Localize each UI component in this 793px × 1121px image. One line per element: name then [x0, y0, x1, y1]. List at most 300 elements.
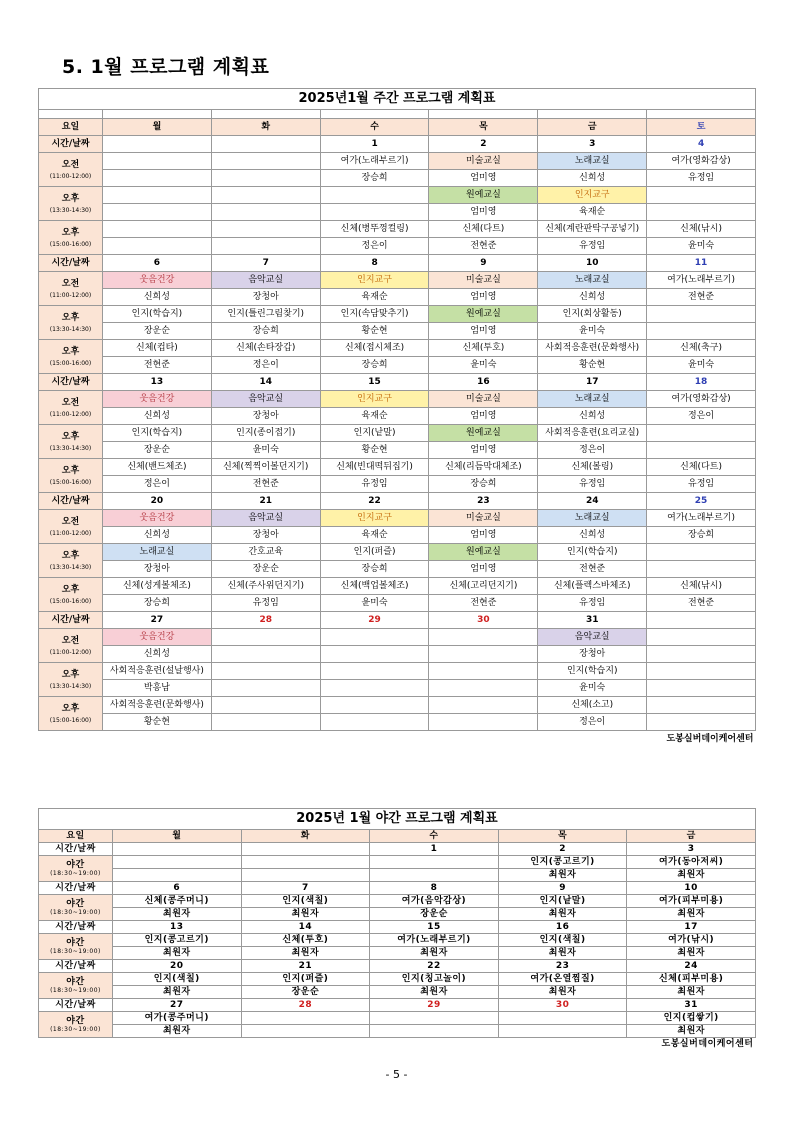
program-cell: 원예교실 — [429, 544, 538, 561]
date-cell: 16 — [498, 921, 627, 934]
slot-name: 오전 — [61, 517, 80, 527]
program-cell: 원예교실 — [429, 425, 538, 442]
program-cell: 음악교실 — [211, 510, 320, 527]
staff-cell: 장승희 — [320, 357, 429, 374]
program-cell: 사회적응훈련(문화행사) — [538, 340, 647, 357]
header-cell: 화 — [211, 119, 320, 136]
staff-cell: 정은이 — [320, 238, 429, 255]
program-cell: 여가(음악감상) — [370, 895, 499, 908]
staff-cell: 전현준 — [211, 476, 320, 493]
staff-cell: 정은이 — [538, 442, 647, 459]
program-cell — [647, 663, 756, 680]
program-cell: 신체(콩주머니) — [113, 895, 242, 908]
date-cell: 3 — [627, 843, 756, 856]
program-row — [39, 187, 756, 204]
date-cell: 18 — [647, 374, 756, 391]
staff-cell: 전현준 — [429, 595, 538, 612]
time-slot-label — [39, 221, 103, 255]
staff-cell — [320, 204, 429, 221]
date-cell: 30 — [429, 612, 538, 629]
night-program-table — [38, 808, 756, 1050]
program-cell: 신체(다트) — [429, 221, 538, 238]
staff-cell: 황순현 — [320, 442, 429, 459]
program-cell — [211, 187, 320, 204]
program-cell — [211, 153, 320, 170]
date-cell: 23 — [498, 960, 627, 973]
date-cell: 10 — [627, 882, 756, 895]
program-cell: 사회적응훈련(문화행사) — [103, 697, 212, 714]
program-row — [39, 153, 756, 170]
program-cell — [370, 856, 499, 869]
staff-row — [39, 408, 756, 425]
staff-cell: 최원자 — [113, 1025, 242, 1038]
staff-row — [39, 289, 756, 306]
date-cell: 24 — [627, 960, 756, 973]
staff-cell: 윤미숙 — [647, 357, 756, 374]
center-name-footer: 도봉실버데이케어센터 — [666, 733, 754, 744]
staff-cell: 최원자 — [370, 986, 499, 999]
date-cell: 21 — [211, 493, 320, 510]
program-cell: 인지교구 — [538, 187, 647, 204]
staff-cell: 최원자 — [113, 986, 242, 999]
program-cell: 신체(투호) — [429, 340, 538, 357]
date-cell: 17 — [538, 374, 647, 391]
program-cell — [647, 187, 756, 204]
program-cell: 미술교실 — [429, 153, 538, 170]
date-cell: 31 — [538, 612, 647, 629]
staff-cell: 신희성 — [538, 527, 647, 544]
spacer-cell — [538, 110, 647, 119]
staff-cell — [211, 170, 320, 187]
program-row — [39, 895, 756, 908]
slot-name: 야간 — [66, 859, 85, 870]
slot-time: (18:30~19:00) — [50, 986, 101, 994]
program-cell: 신체(성게볼체조) — [103, 578, 212, 595]
staff-cell: 전현준 — [647, 595, 756, 612]
program-row — [39, 934, 756, 947]
slot-time: (18:30~19:00) — [50, 1025, 101, 1033]
date-cell: 1 — [370, 843, 499, 856]
date-label: 시간/날짜 — [39, 374, 103, 391]
staff-cell: 엄미영 — [429, 323, 538, 340]
date-label: 시간/날짜 — [39, 999, 113, 1012]
program-cell: 사회적응훈련(설날행사) — [103, 663, 212, 680]
program-cell: 여가(영화감상) — [647, 153, 756, 170]
staff-cell: 신희성 — [103, 646, 212, 663]
program-cell: 인지(학습지) — [103, 425, 212, 442]
slot-name: 오후 — [61, 704, 80, 714]
slot-time: (11:00-12:00) — [49, 173, 92, 180]
slot-name: 오후 — [61, 313, 80, 323]
date-cell: 7 — [211, 255, 320, 272]
program-cell — [103, 187, 212, 204]
staff-cell — [320, 646, 429, 663]
slot-time: (13:30-14:30) — [49, 564, 92, 571]
staff-cell — [103, 170, 212, 187]
program-cell: 신체(계란판탁구공넣기) — [538, 221, 647, 238]
time-slot-label — [39, 697, 103, 731]
staff-cell: 신희성 — [538, 170, 647, 187]
staff-cell: 황순현 — [538, 357, 647, 374]
slot-name: 오후 — [61, 228, 80, 238]
time-slot-label — [39, 391, 103, 425]
program-cell: 웃음건강 — [103, 510, 212, 527]
date-cell: 14 — [241, 921, 370, 934]
program-cell: 음악교실 — [211, 272, 320, 289]
staff-cell: 장운순 — [103, 442, 212, 459]
date-cell: 14 — [211, 374, 320, 391]
staff-cell — [647, 323, 756, 340]
slot-time: (13:30-14:30) — [49, 207, 92, 214]
program-cell: 인지(콩고르기) — [113, 934, 242, 947]
program-cell: 여가(노래부르기) — [320, 153, 429, 170]
program-cell: 웃음건강 — [103, 629, 212, 646]
staff-cell — [211, 646, 320, 663]
slot-name: 야간 — [66, 898, 85, 909]
header-cell: 월 — [113, 830, 242, 843]
date-cell: 6 — [103, 255, 212, 272]
program-cell: 노래교실 — [103, 544, 212, 561]
night-table-title: 2025년 1월 야간 프로그램 계획표 — [38, 808, 756, 829]
date-label: 시간/날짜 — [39, 960, 113, 973]
program-row — [39, 221, 756, 238]
date-cell — [103, 136, 212, 153]
staff-row — [39, 323, 756, 340]
staff-cell: 신희성 — [538, 289, 647, 306]
date-cell — [241, 843, 370, 856]
date-label: 시간/날짜 — [39, 843, 113, 856]
program-cell — [647, 425, 756, 442]
date-cell: 25 — [647, 493, 756, 510]
staff-cell: 정은이 — [538, 714, 647, 731]
staff-cell — [241, 1025, 370, 1038]
staff-cell: 장청아 — [211, 289, 320, 306]
program-cell — [211, 697, 320, 714]
staff-cell: 엄미영 — [429, 527, 538, 544]
date-label: 시간/날짜 — [39, 882, 113, 895]
program-cell: 신체(축구) — [647, 340, 756, 357]
program-cell — [320, 663, 429, 680]
slot-name: 오전 — [61, 279, 80, 289]
program-cell: 인지(퍼즐) — [320, 544, 429, 561]
staff-cell — [647, 714, 756, 731]
staff-cell: 최원자 — [498, 869, 627, 882]
program-cell: 미술교실 — [429, 391, 538, 408]
staff-cell — [113, 869, 242, 882]
program-cell — [647, 629, 756, 646]
staff-cell: 전현준 — [538, 561, 647, 578]
date-row — [39, 612, 756, 629]
program-cell: 음악교실 — [538, 629, 647, 646]
staff-cell: 장승희 — [211, 323, 320, 340]
staff-cell — [647, 680, 756, 697]
program-cell — [211, 221, 320, 238]
program-cell: 여가(노래부르기) — [647, 272, 756, 289]
program-row — [39, 272, 756, 289]
staff-cell — [429, 680, 538, 697]
program-cell: 신체(밴드체조) — [103, 459, 212, 476]
slot-time: (15:00-16:00) — [49, 241, 92, 248]
program-cell: 인지(학습지) — [538, 544, 647, 561]
staff-cell: 전현준 — [647, 289, 756, 306]
staff-cell: 장운순 — [211, 561, 320, 578]
date-cell: 31 — [627, 999, 756, 1012]
staff-row — [39, 476, 756, 493]
staff-cell — [320, 714, 429, 731]
date-cell: 4 — [647, 136, 756, 153]
staff-cell — [370, 1025, 499, 1038]
staff-cell: 황순현 — [103, 714, 212, 731]
header-cell: 수 — [370, 830, 499, 843]
time-slot-label — [39, 510, 103, 544]
staff-cell: 정은이 — [647, 408, 756, 425]
time-slot-label — [39, 895, 113, 921]
staff-cell: 장운순 — [241, 986, 370, 999]
program-row — [39, 1012, 756, 1025]
staff-cell: 육재순 — [320, 408, 429, 425]
program-cell: 신체(플렉스바체조) — [538, 578, 647, 595]
date-cell — [113, 843, 242, 856]
staff-cell: 육재순 — [320, 527, 429, 544]
spacer-cell — [429, 110, 538, 119]
staff-cell: 윤미숙 — [538, 323, 647, 340]
spacer-cell — [647, 110, 756, 119]
staff-cell: 유정임 — [538, 238, 647, 255]
staff-cell: 최원자 — [113, 908, 242, 921]
staff-row — [39, 646, 756, 663]
slot-name: 오전 — [61, 636, 80, 646]
slot-time: (18:30~19:00) — [50, 908, 101, 916]
program-cell: 인지(틀린그림찾기) — [211, 306, 320, 323]
header-cell: 목 — [429, 119, 538, 136]
program-cell: 미술교실 — [429, 510, 538, 527]
slot-time: (11:00-12:00) — [49, 649, 92, 656]
slot-time: (11:00-12:00) — [49, 411, 92, 418]
center-name-footer: 도봉실버데이케어센터 — [661, 1038, 754, 1049]
program-cell — [211, 663, 320, 680]
staff-cell — [103, 238, 212, 255]
date-cell: 29 — [320, 612, 429, 629]
time-slot-label — [39, 1012, 113, 1038]
spacer-cell — [103, 110, 212, 119]
time-slot-label — [39, 340, 103, 374]
night-schedule-grid — [38, 829, 756, 1050]
staff-cell: 장승희 — [320, 561, 429, 578]
staff-cell — [429, 646, 538, 663]
date-cell: 21 — [241, 960, 370, 973]
date-cell: 20 — [113, 960, 242, 973]
date-cell: 7 — [241, 882, 370, 895]
staff-cell: 장청아 — [211, 527, 320, 544]
spacer-cell — [320, 110, 429, 119]
slot-name: 오후 — [61, 585, 80, 595]
date-row — [39, 843, 756, 856]
staff-cell: 최원자 — [627, 1025, 756, 1038]
page-number: - 5 - — [385, 1068, 408, 1081]
time-slot-label — [39, 578, 103, 612]
program-cell: 여가(동아저씨) — [627, 856, 756, 869]
date-cell: 30 — [498, 999, 627, 1012]
date-label: 시간/날짜 — [39, 921, 113, 934]
slot-name: 오후 — [61, 194, 80, 204]
program-cell: 인지교구 — [320, 272, 429, 289]
date-cell: 28 — [241, 999, 370, 1012]
program-cell: 노래교실 — [538, 153, 647, 170]
staff-row — [39, 527, 756, 544]
program-row — [39, 697, 756, 714]
date-cell: 22 — [370, 960, 499, 973]
date-cell: 8 — [370, 882, 499, 895]
program-row — [39, 340, 756, 357]
staff-cell: 유정임 — [647, 170, 756, 187]
date-cell: 3 — [538, 136, 647, 153]
date-cell: 2 — [429, 136, 538, 153]
program-cell: 인지(색칠) — [113, 973, 242, 986]
staff-cell: 최원자 — [627, 869, 756, 882]
program-cell: 웃음건강 — [103, 272, 212, 289]
staff-cell: 윤미숙 — [538, 680, 647, 697]
header-cell: 요일 — [39, 119, 103, 136]
staff-cell — [647, 442, 756, 459]
program-cell: 신체(찍찍이볼던지기) — [211, 459, 320, 476]
staff-cell: 신희성 — [103, 527, 212, 544]
staff-cell: 최원자 — [498, 986, 627, 999]
program-cell: 여가(노래부르기) — [370, 934, 499, 947]
slot-time: (13:30-14:30) — [49, 445, 92, 452]
staff-cell: 전현준 — [429, 238, 538, 255]
program-cell — [429, 629, 538, 646]
staff-row — [39, 595, 756, 612]
staff-cell — [320, 680, 429, 697]
staff-cell: 신희성 — [103, 289, 212, 306]
staff-cell: 유정임 — [538, 476, 647, 493]
program-cell: 신체(고리던지기) — [429, 578, 538, 595]
header-cell: 금 — [538, 119, 647, 136]
staff-cell: 엄미영 — [429, 408, 538, 425]
time-slot-label — [39, 153, 103, 187]
slot-time: (15:00-16:00) — [49, 598, 92, 605]
date-cell: 8 — [320, 255, 429, 272]
staff-row — [39, 357, 756, 374]
staff-cell: 황순현 — [320, 323, 429, 340]
staff-cell — [211, 204, 320, 221]
program-cell: 여가(피부미용) — [627, 895, 756, 908]
slot-name: 오후 — [61, 432, 80, 442]
program-cell — [320, 629, 429, 646]
date-cell: 15 — [320, 374, 429, 391]
time-slot-label — [39, 272, 103, 306]
staff-cell: 최원자 — [498, 908, 627, 921]
staff-cell: 윤미숙 — [211, 442, 320, 459]
date-cell: 6 — [113, 882, 242, 895]
staff-cell: 엄미영 — [429, 289, 538, 306]
program-cell — [103, 153, 212, 170]
program-row — [39, 306, 756, 323]
program-cell — [647, 306, 756, 323]
program-cell: 인지(콩고르기) — [498, 856, 627, 869]
program-cell: 신체(다트) — [647, 459, 756, 476]
time-slot-label — [39, 425, 103, 459]
date-cell: 24 — [538, 493, 647, 510]
program-cell — [429, 697, 538, 714]
slot-time: (15:00-16:00) — [49, 360, 92, 367]
staff-cell: 윤미숙 — [647, 238, 756, 255]
program-cell: 노래교실 — [538, 510, 647, 527]
header-cell: 토 — [647, 119, 756, 136]
program-cell: 신체(백업볼체조) — [320, 578, 429, 595]
program-cell: 신체(주사위던지기) — [211, 578, 320, 595]
program-cell: 신체(소고) — [538, 697, 647, 714]
date-row — [39, 921, 756, 934]
date-label: 시간/날짜 — [39, 136, 103, 153]
staff-cell: 육재순 — [320, 289, 429, 306]
date-cell: 13 — [113, 921, 242, 934]
staff-row — [39, 680, 756, 697]
program-cell: 신체(접시체조) — [320, 340, 429, 357]
staff-cell: 정은이 — [211, 357, 320, 374]
staff-cell: 장승희 — [647, 527, 756, 544]
program-cell: 사회적응훈련(요리교실) — [538, 425, 647, 442]
staff-cell: 유정임 — [538, 595, 647, 612]
date-label: 시간/날짜 — [39, 493, 103, 510]
date-cell: 11 — [647, 255, 756, 272]
header-cell: 목 — [498, 830, 627, 843]
program-cell — [429, 663, 538, 680]
time-slot-label — [39, 629, 103, 663]
program-cell: 인지(학습지) — [538, 663, 647, 680]
program-cell: 신체(리듬막대체조) — [429, 459, 538, 476]
program-cell — [647, 697, 756, 714]
program-cell: 여가(온열찜질) — [498, 973, 627, 986]
staff-cell — [241, 869, 370, 882]
date-label: 시간/날짜 — [39, 255, 103, 272]
slot-name: 오후 — [61, 551, 80, 561]
program-cell: 인지(퍼즐) — [241, 973, 370, 986]
time-slot-label — [39, 459, 103, 493]
program-cell: 원예교실 — [429, 306, 538, 323]
staff-cell: 엄미영 — [429, 204, 538, 221]
day-schedule-grid — [38, 109, 756, 747]
staff-cell — [370, 869, 499, 882]
staff-cell: 전현준 — [103, 357, 212, 374]
program-cell: 웃음건강 — [103, 391, 212, 408]
program-cell — [241, 1012, 370, 1025]
staff-row — [39, 947, 756, 960]
program-cell: 간호교육 — [211, 544, 320, 561]
program-cell: 인지(학습지) — [103, 306, 212, 323]
program-cell — [211, 629, 320, 646]
date-cell: 2 — [498, 843, 627, 856]
header-cell: 화 — [241, 830, 370, 843]
time-slot-label — [39, 306, 103, 340]
staff-row — [39, 986, 756, 999]
program-cell — [320, 187, 429, 204]
program-cell: 신체(볼링) — [538, 459, 647, 476]
slot-time: (15:00-16:00) — [49, 717, 92, 724]
program-row — [39, 510, 756, 527]
time-slot-label — [39, 934, 113, 960]
staff-cell: 최원자 — [627, 947, 756, 960]
program-cell: 신체(낚시) — [647, 221, 756, 238]
date-cell: 17 — [627, 921, 756, 934]
staff-cell: 윤미숙 — [320, 595, 429, 612]
program-cell: 신체(피부미용) — [627, 973, 756, 986]
staff-cell: 최원자 — [241, 908, 370, 921]
date-cell: 27 — [113, 999, 242, 1012]
time-slot-label — [39, 973, 113, 999]
slot-time: (18:30~19:00) — [50, 947, 101, 955]
program-cell — [320, 697, 429, 714]
